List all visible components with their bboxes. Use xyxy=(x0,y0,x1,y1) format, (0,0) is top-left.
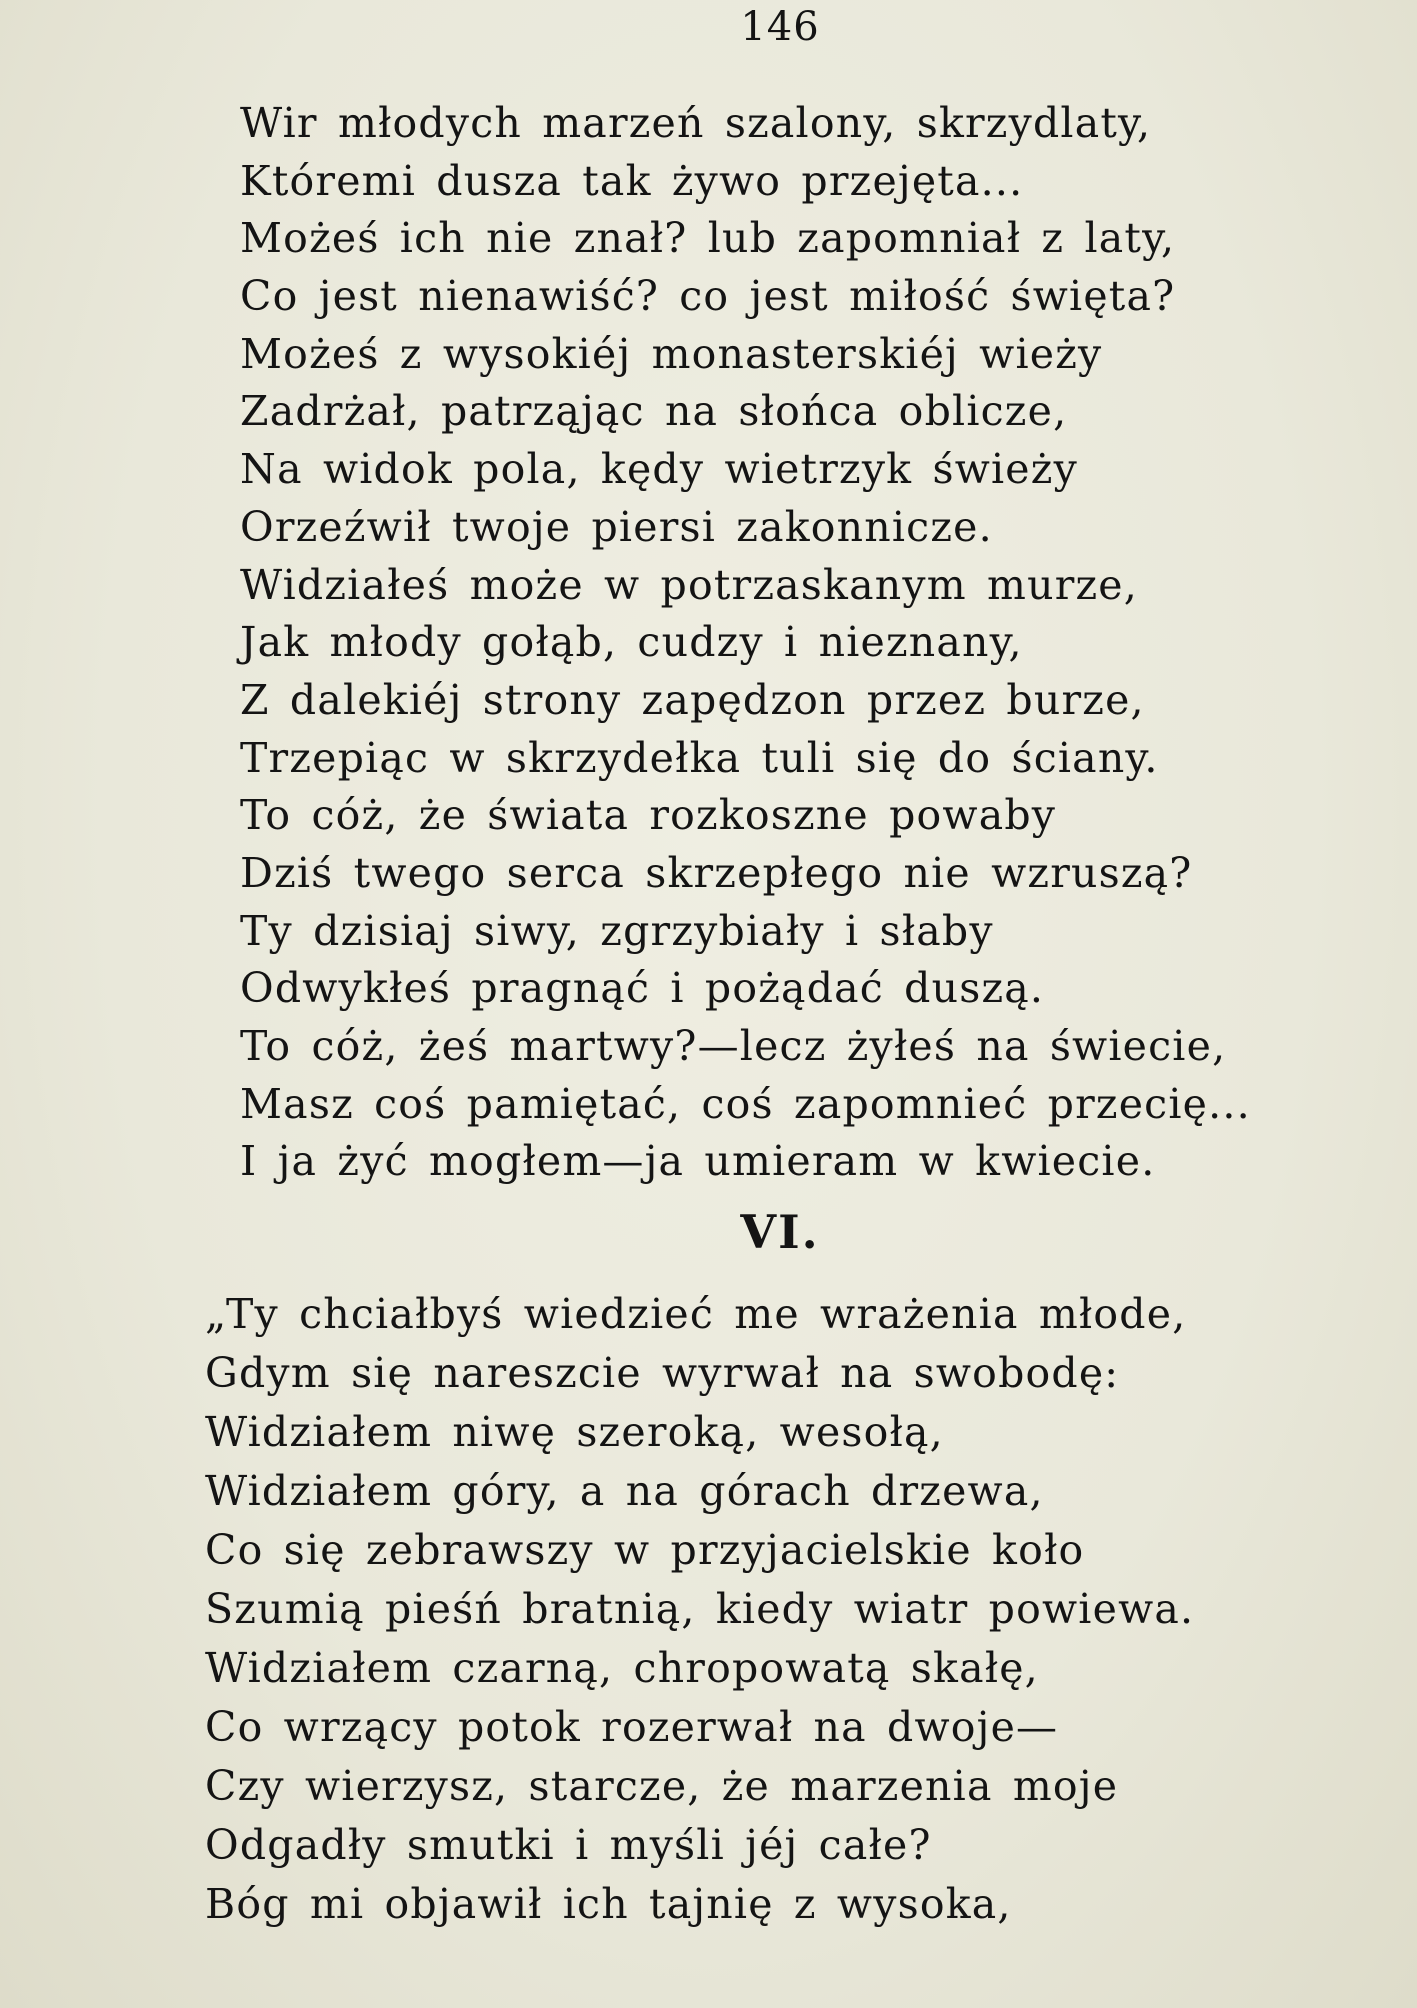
verse-line: Odwykłeś pragnąć i pożądać duszą. xyxy=(240,964,1045,1013)
stanza-vi xyxy=(205,1285,1194,1934)
verse-line: Gdym się nareszcie wyrwał na swobodę: xyxy=(205,1349,1120,1397)
verse-line: Odgadły smutki i myśli jéj całe? xyxy=(205,1821,932,1869)
verse-line: Na widok pola, kędy wietrzyk świeży xyxy=(240,445,1078,494)
verse-line: Któremi dusza tak żywo przejęta... xyxy=(240,156,1024,205)
verse-line: Możeś ich nie znał? lub zapomniał z laty, xyxy=(240,214,1176,263)
verse-line: To cóż, żeś martwy?—lecz żyłeś na świecie, xyxy=(240,1022,1227,1070)
page-number: 146 xyxy=(740,4,820,50)
verse-line: Co wrzący potok rozerwał na dwoje— xyxy=(205,1703,1059,1751)
verse-line: Widziałem góry, a na górach drzewa, xyxy=(205,1467,1044,1515)
stanza-continued xyxy=(240,95,1251,1191)
verse-line: Widziałeś może w potrzaskanym murze, xyxy=(240,560,1138,609)
verse-line: „Ty chciałbyś wiedzieć me wrażenia młode, xyxy=(205,1290,1187,1338)
verse-line: Jak młody gołąb, cudzy i nieznany, xyxy=(240,618,1023,667)
verse-line: Zadrżał, patrząjąc na słońca oblicze, xyxy=(240,387,1068,436)
verse-line: Z dalekiéj strony zapędzon przez burze, xyxy=(240,675,1145,724)
verse-line: I ja żyć mogłem—ja umieram w kwiecie. xyxy=(240,1137,1156,1186)
verse-line: To cóż, że świata rozkoszne powaby xyxy=(240,791,1057,840)
verse-line: Ty dzisiaj siwy, zgrzybiały i słaby xyxy=(240,906,994,955)
verse-line: Masz coś pamiętać, coś zapomnieć przecię... xyxy=(240,1079,1251,1128)
verse-line: Bóg mi objawił ich tajnię z wysoka, xyxy=(205,1880,1012,1928)
verse-line: Wir młodych marzeń szalony, skrzydlaty, xyxy=(240,99,1152,147)
verse-line: Możeś z wysokiéj monasterskiéj wieży xyxy=(240,329,1103,378)
verse-line: Szumią pieśń bratnią, kiedy wiatr powiewa. xyxy=(205,1585,1195,1633)
verse-line: Orzeźwił twoje piersi zakonnicze. xyxy=(240,502,993,551)
verse-line: Widziałem czarną, chropowatą skałę, xyxy=(205,1644,1039,1692)
verse-line: Trzepiąc w skrzydełka tuli się do ściany. xyxy=(240,733,1159,782)
verse-line: Dziś twego serca skrzepłego nie wzruszą? xyxy=(240,848,1193,897)
verse-line: Co jest nienawiść? co jest miłość święta? xyxy=(240,272,1176,321)
verse-line: Co się zebrawszy w przyjacielskie koło xyxy=(205,1526,1085,1574)
verse-line: Czy wierzysz, starcze, że marzenia moje xyxy=(205,1762,1119,1810)
verse-line: Widziałem niwę szeroką, wesołą, xyxy=(205,1408,944,1456)
section-heading: VI. xyxy=(740,1205,820,1259)
